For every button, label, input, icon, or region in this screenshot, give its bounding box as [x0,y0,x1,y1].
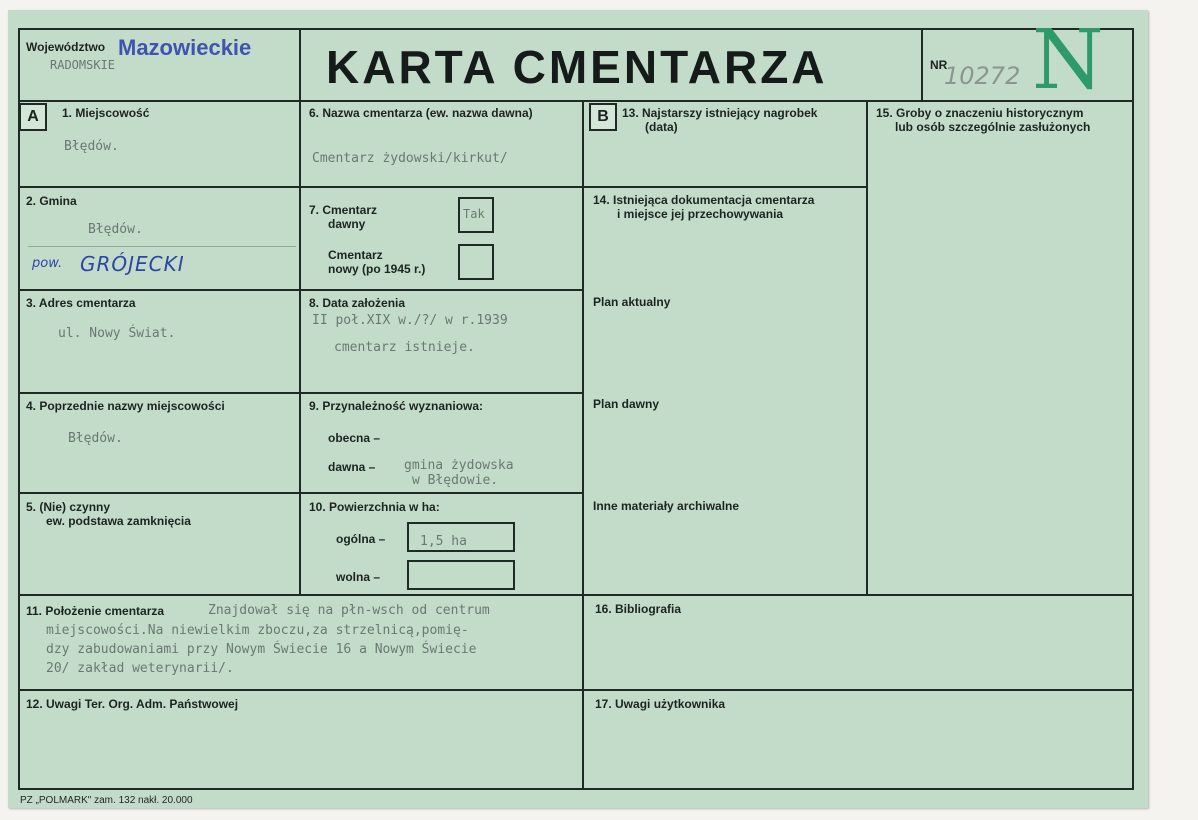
nr-label: NR [930,58,948,72]
field-7-dawny-label-2: dawny [328,217,366,231]
field-16-label: 16. Bibliografia [595,602,682,616]
field-13-label-2: (data) [645,120,678,134]
field-15-label-2: lub osób szczególnie zasłużonych [895,120,1091,134]
col-divider-1 [299,28,301,596]
row-divider-4 [18,492,584,494]
gmina-separator [28,246,296,247]
field-7-dawny-label-1: 7. Cmentarz [309,203,378,217]
dawna-label: dawna – [328,460,376,474]
field-1-label: 1. Miejscowość [62,106,150,120]
field-11-line-4: 20/ zakład weterynarii/. [46,661,234,676]
section-b-box: B [589,103,617,131]
field-12-label: 12. Uwagi Ter. Org. Adm. Państwowej [26,697,239,711]
field-6-label: 6. Nazwa cmentarza (ew. nazwa dawna) [309,106,533,120]
field-4-label: 4. Poprzednie nazwy miejscowości [26,399,225,413]
row-divider-13 [584,186,868,188]
field-7-nowy-label-2: nowy (po 1945 r.) [328,262,426,276]
row-divider-1 [18,186,584,188]
dawna-value-1: gmina żydowska [404,458,514,473]
nr-divider [921,28,923,102]
section-a-box: A [19,103,47,131]
field-13-label-1: 13. Najstarszy istniejący nagrobek [622,106,818,120]
field-8-value-1: II poł.XIX w./?/ w r.1939 [312,313,508,328]
row-divider-6 [18,689,1134,691]
border-left [18,28,20,790]
field-2-value: Błędów. [88,222,143,237]
wojewodztwo-typed: RADOMSKIE [50,58,116,72]
inne-materialy-label: Inne materiały archiwalne [593,499,740,513]
print-footer: PZ „POLMARK" zam. 132 nakł. 20.000 [20,795,193,806]
ogolna-value: 1,5 ha [420,534,467,549]
field-3-value: ul. Nowy Świat. [58,326,176,341]
ogolna-label: ogólna – [336,532,386,546]
border-top [18,28,1134,30]
border-bottom [18,788,1134,790]
field-11-line-1: Znajdował się na płn-wsch od centrum [208,603,490,618]
plan-aktualny-label: Plan aktualny [593,295,671,309]
row-divider-3 [18,392,584,394]
field-10-label: 10. Powierzchnia w ha: [309,500,440,514]
nowy-checkbox [458,244,494,280]
field-8-value-2: cmentarz istnieje. [334,340,475,355]
border-right [1132,28,1134,790]
field-7-nowy-label-1: Cmentarz [328,248,383,262]
field-14-label-2: i miejsce jej przechowywania [617,207,784,221]
field-8-label: 8. Data założenia [309,296,406,310]
field-3-label: 3. Adres cmentarza [26,296,136,310]
col-divider-2 [582,100,584,790]
field-6-value: Cmentarz żydowski/kirkut/ [312,151,508,166]
field-17-label: 17. Uwagi użytkownika [595,697,726,711]
wolna-box [407,560,515,590]
header-divider [18,100,1134,102]
field-9-label: 9. Przynależność wyznaniowa: [309,399,484,413]
row-divider-5 [18,594,1134,596]
powiat-value: GRÓJECKI [80,252,185,276]
field-5-label-2: ew. podstawa zamknięcia [46,514,191,528]
nr-mark: N [1032,13,1104,108]
dawna-value-2: w Błędowie. [412,473,499,488]
field-11-line-3: dzy zabudowaniami przy Nowym Świecie 16 a Nowym Świecie [46,642,477,657]
field-11-label: 11. Położenie cmentarza [26,604,165,618]
field-1-value: Błędów. [64,139,119,154]
powiat-prefix: pow. [32,256,63,271]
obecna-label: obecna – [328,431,381,445]
wojewodztwo-stamp: Mazowieckie [118,35,252,60]
field-2-label: 2. Gmina [26,194,77,208]
nr-value: 10272 [944,62,1021,90]
field-15-label-1: 15. Groby o znaczeniu historycznym [876,106,1084,120]
col-divider-3 [866,100,868,596]
field-5-label-1: 5. (Nie) czynny [26,500,111,514]
plan-dawny-label: Plan dawny [593,397,660,411]
dawny-value: Tak [463,207,485,221]
field-4-value: Błędów. [68,431,123,446]
field-11-line-2: miejscowości.Na niewielkim zboczu,za strzelnicą,pomię- [46,623,469,638]
wolna-label: wolna – [336,570,381,584]
page-title: KARTA CMENTARZA [326,41,828,93]
row-divider-2 [18,289,584,291]
field-14-label-1: 14. Istniejąca dokumentacja cmentarza [593,193,815,207]
wojewodztwo-label: Województwo [26,40,106,54]
